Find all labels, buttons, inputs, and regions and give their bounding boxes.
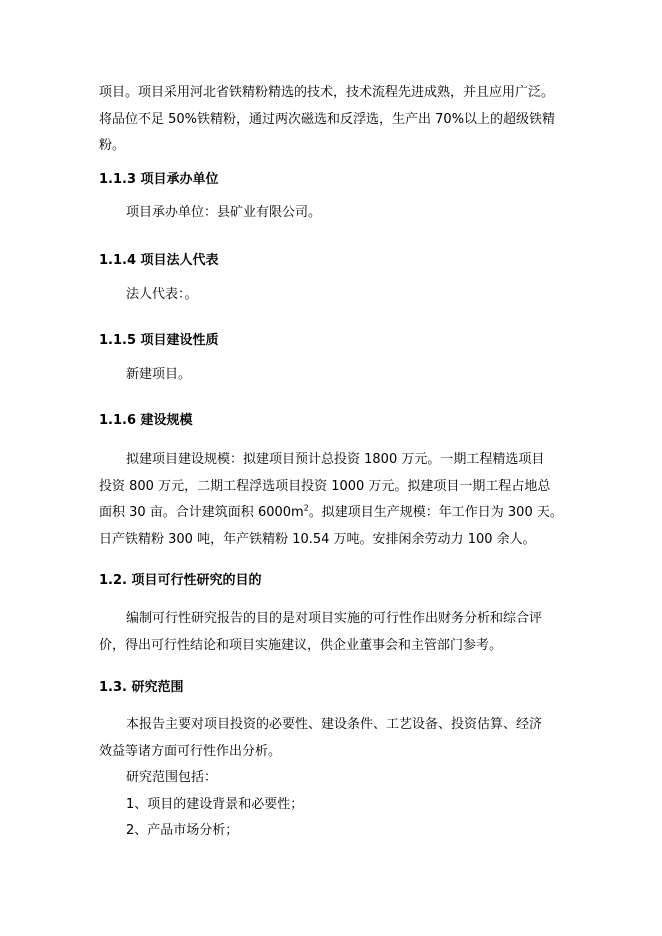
heading-text: 1.1.5 项目建设性质 (99, 333, 219, 348)
section-body-1-1-3 (99, 200, 564, 227)
section-heading-1-1-3 (99, 170, 564, 190)
intro-line-3: 粉。 (99, 138, 126, 153)
section-heading-1-1-6 (99, 411, 564, 431)
body-line-3 (99, 500, 564, 527)
heading-text: 1.1.3 项目承办单位 (99, 172, 219, 187)
list-item: 2、产品市场分析； (126, 823, 239, 838)
body-text: 法人代表：。 (126, 287, 198, 302)
heading-text: 1.3. 研究范围 (99, 680, 184, 695)
body-text: 项目承办单位：县矿业有限公司。 (126, 205, 322, 220)
section-body-1-2 (99, 606, 564, 659)
body-line-1: 拟建项目建设规模：拟建项目预计总投资 1800 万元。一期工程精选项目 (126, 452, 545, 467)
intro-paragraph (99, 80, 564, 160)
body-line-3b: 。拟建项目生产规模：年工作日为 300 天。 (308, 505, 563, 520)
body-line-1: 编制可行性研究报告的目的是对项目实施的可行性作出财务分析和综合评 (126, 611, 543, 626)
heading-text: 1.2. 项目可行性研究的目的 (99, 573, 262, 588)
section-heading-1-2 (99, 571, 564, 591)
body-line-2: 投资 800 万元，二期工程浮选项目投资 1000 万元。拟建项目一期工程占地总 (99, 478, 551, 494)
section-body-1-1-5 (99, 362, 564, 389)
superscript-2: 2 (303, 503, 309, 513)
heading-text: 1.1.6 建设规模 (99, 413, 193, 428)
body-line-2: 价，得出可行性结论和项目实施建议，供企业董事会和主管部门参考。 (99, 637, 503, 653)
body-line-2: 效益等诸方面可行性作出分析。 (99, 743, 282, 759)
section-body-1-3 (99, 712, 564, 845)
section-heading-1-3 (99, 678, 564, 698)
section-body-1-1-6 (99, 447, 564, 553)
list-item: 1、项目的建设背景和必要性； (126, 796, 304, 812)
intro-line-1: 项目。项目采用河北省铁精粉精选的技术，技术流程先进成熟，并且应用广泛。 (99, 85, 555, 100)
body-line-1: 本报告主要对项目投资的必要性、建设条件、工艺设备、投资估算、经济 (126, 717, 543, 732)
section-body-1-1-4 (99, 282, 564, 309)
section-heading-1-1-5 (99, 331, 564, 351)
heading-text: 1.1.4 项目法人代表 (99, 253, 219, 268)
intro-line-2: 将品位不足 50%铁精粉，通过两次磁选和反浮选，生产出 70%以上的超级铁精 (99, 111, 556, 127)
section-heading-1-1-4 (99, 251, 564, 271)
body-line-4: 日产铁精粉 300 吨，年产铁精粉 10.54 万吨。安排闲余劳动力 100 余人。 (99, 531, 536, 547)
body-line-3: 研究范围包括： (126, 770, 218, 785)
body-line-3a: 面积 30 亩。合计建筑面积 6000m (99, 505, 304, 520)
body-text: 新建项目。 (126, 367, 192, 382)
